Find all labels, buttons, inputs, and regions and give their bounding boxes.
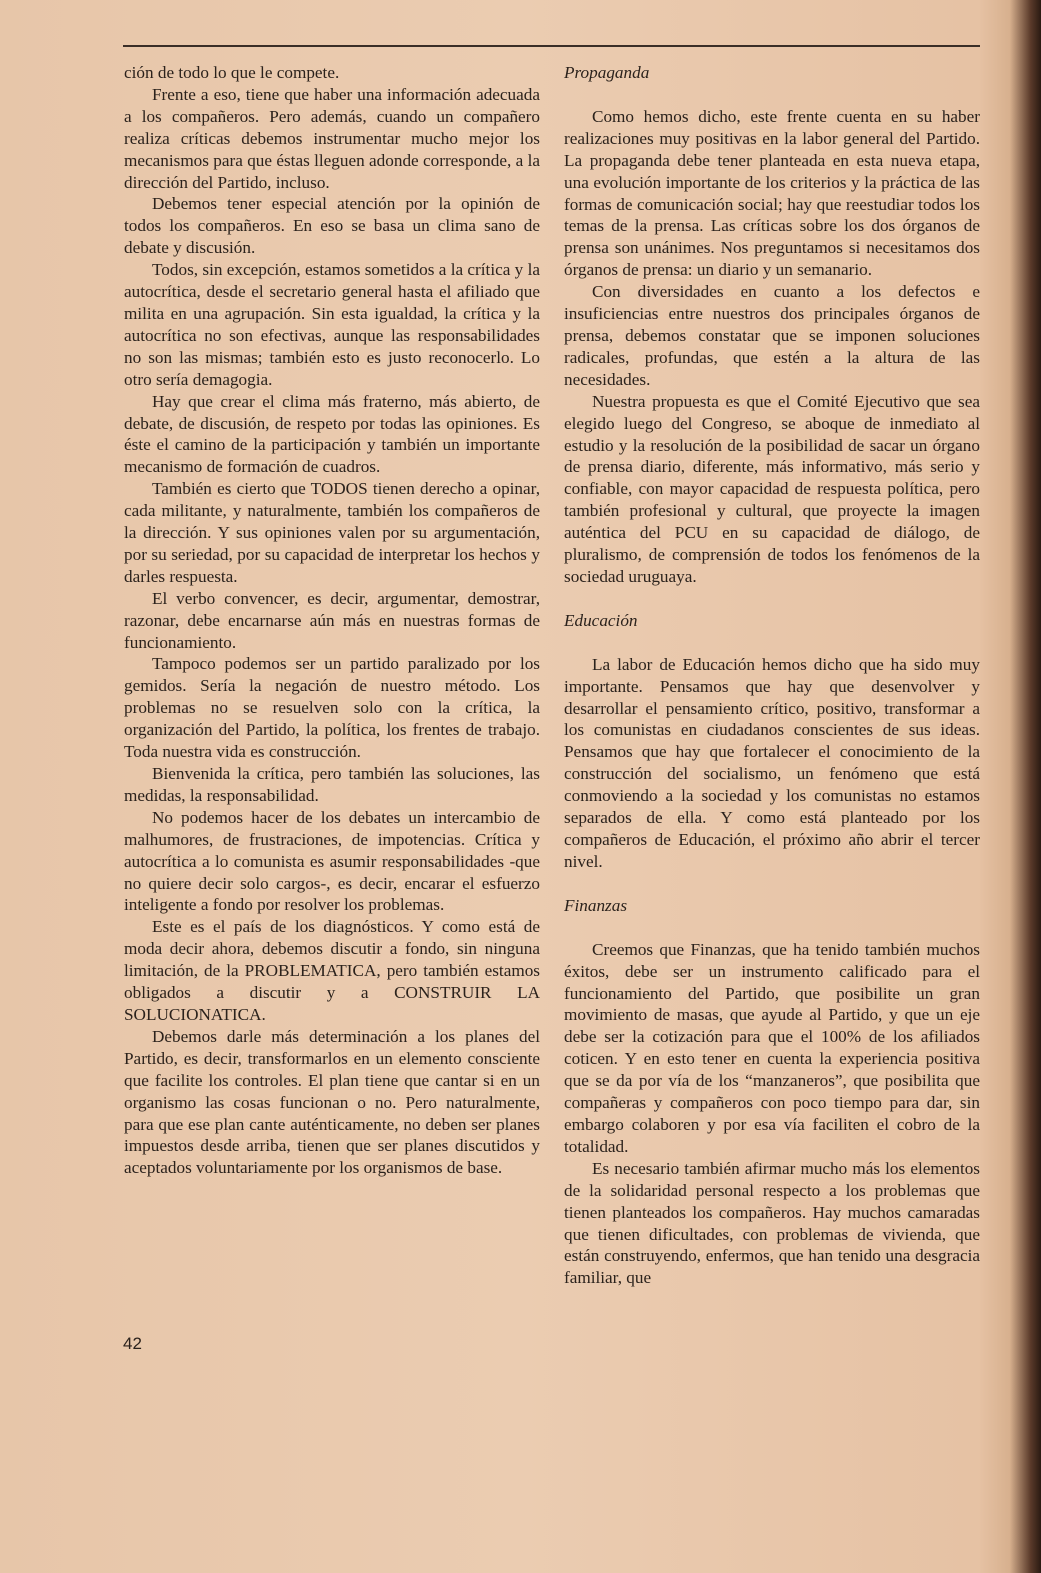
- paragraph: Bienvenida la crítica, pero también las soluciones, las medidas, la responsabilidad.: [124, 764, 540, 805]
- paragraph: Debemos tener especial atención por la opinión de todos los compañeros. En eso se basa un clima sano de debate y discusión.: [124, 194, 540, 258]
- right-column: [564, 62, 980, 1289]
- paragraph: Frente a eso, tiene que haber una información adecuada a los compañeros. Pero además, cuando un compañero realiza críticas debemos instrumentar mucho mejor los mecanismos para que éstas lleguen adonde corresponde, a la dirección del Partido, incluso.: [124, 84, 540, 192]
- paragraph: Con diversidades en cuanto a los defectos e insuficiencias entre nuestros dos principales órganos de prensa, debemos constatar que se imponen soluciones radicales, profundas, que estén a la altura de las necesidades.: [564, 282, 980, 389]
- page-number: 42: [123, 1334, 142, 1353]
- paragraph: Todos, sin excepción, estamos sometidos a la crítica y la autocrítica, desde el secretario general hasta el afiliado que milita en una agrupación. Sin esta igualdad, la crítica y la autocrítica no son efectivas, aunque las responsabilidades no son las mismas; también esto es justo reconocerlo. Lo otro sería demagogia.: [124, 260, 540, 389]
- paragraph: Creemos que Finanzas, que ha tenido también muchos éxitos, debe ser un instrumento calificado para el funcionamiento del Partido, que posibilite un gran movimiento de masas, que ayude al Partido, y que un eje debe ser la cotización para que el 100% de los afiliados coticen. Y en esto tener en cuenta la experiencia positiva que se da por vía de los “manzaneros”, que posibilita que compañeras y compañeros con poco tiempo para dar, sin embargo colaboren y por esa vía faciliten el cobro de la totalidad.: [564, 939, 980, 1156]
- section-heading-propaganda: Propaganda: [564, 63, 650, 82]
- paragraph: Tampoco podemos ser un partido paralizado por los gemidos. Sería la negación de nuestro método. Los problemas no se resuelven solo con la crítica, la organización del Partido, la política, los frentes de trabajo. Toda nuestra vida es construcción.: [124, 654, 540, 762]
- section-heading-finanzas: Finanzas: [564, 895, 628, 915]
- paragraph: El verbo convencer, es decir, argumentar, demostrar, razonar, debe encarnarse aún más en nuestras formas de funcionamiento.: [124, 588, 540, 652]
- paragraph: Hay que crear el clima más fraterno, más abierto, de debate, de discusión, de respeto por todas las opiniones. Es éste el camino de la participación y también un importante mecanismo de formación de cuadros.: [124, 391, 540, 477]
- paragraph: Debemos darle más determinación a los planes del Partido, es decir, transformarlos en un elemento consciente que facilite los controles. El plan tiene que cantar si en un organismo las cosas funcionan o no. Pero naturalmente, para que ese plan cante auténticamente, no deben ser planes impuestos desde arriba, tienen que ser planes discutidos y aceptados voluntariamente por los organismos de base.: [124, 1026, 540, 1178]
- paragraph: Nuestra propuesta es que el Comité Ejecutivo que sea elegido luego del Congreso, se aboque de inmediato al estudio y la resolución de la posibilidad de sacar un órgano de prensa diario, diferente, más informativo, más serio y confiable, con mayor capacidad de respuesta política, pero también profesional y cultural, que proyecte la imagen auténtica del PCU en su capacidad de diálogo, de pluralismo, de comprensión de todos los fenómenos de la sociedad uruguaya.: [564, 391, 980, 586]
- section-heading-educacion: Educación: [564, 610, 638, 630]
- paragraph: Este es el país de los diagnósticos. Y como está de moda decir ahora, debemos discutir a fondo, sin ninguna limitación, de la PROBLEMATICA, pero también estamos obligados a discutir y a CONSTRUIR LA SOLUCIONATICA.: [124, 917, 540, 1024]
- paragraph: No podemos hacer de los debates un intercambio de malhumores, de frustraciones, de impotencias. Crítica y autocrítica a lo comunista es asumir responsabilidades -que no quiere decir solo cargos-, es decir, encarar el esfuerzo inteligente a fondo por resolver los problemas.: [124, 807, 540, 915]
- paragraph: La labor de Educación hemos dicho que ha sido muy importante. Pensamos que hay que desenvolver y desarrollar el pensamiento crítico, positivo, transformar a los comunistas en ciudadanos conscientes de sus ideas. Pensamos que hay que fortalecer el conocimiento de la construcción del socialismo, un fenómeno que está conmoviendo a la sociedad y los comunistas no estamos separados de ella. Y como está planteado por los compañeros de Educación, el próximo año abrir el tercer nivel.: [564, 654, 980, 871]
- top-rule: [123, 45, 980, 47]
- left-column: [124, 62, 540, 1179]
- paragraph: Es necesario también afirmar mucho más los elementos de la solidaridad personal respecto a los problemas que tienen planteados los compañeros. Hay muchos camaradas que tienen dificultades, con problemas de vivienda, que están construyendo, enfermos, que han tenido una desgracia familiar, que: [564, 1158, 980, 1288]
- paragraph: ción de todo lo que le compete.: [124, 63, 340, 82]
- paragraph: Como hemos dicho, este frente cuenta en su haber realizaciones muy positivas en la labor general del Partido. La propaganda debe tener planteada en esta nueva etapa, una evolución importante de los criterios y la práctica de las formas de comunicación social; hay que reestudiar todos los temas de la prensa. Las críticas sobre los dos órganos de prensa son unánimes. Nos preguntamos si necesitamos dos órganos de prensa: un diario y un semanario.: [564, 106, 980, 280]
- paragraph: También es cierto que TODOS tienen derecho a opinar, cada militante, y naturalmente, también los compañeros de la dirección. Y sus opiniones valen por su argumentación, por su seriedad, por su capacidad de interpretar los hechos y darles respuesta.: [124, 479, 540, 586]
